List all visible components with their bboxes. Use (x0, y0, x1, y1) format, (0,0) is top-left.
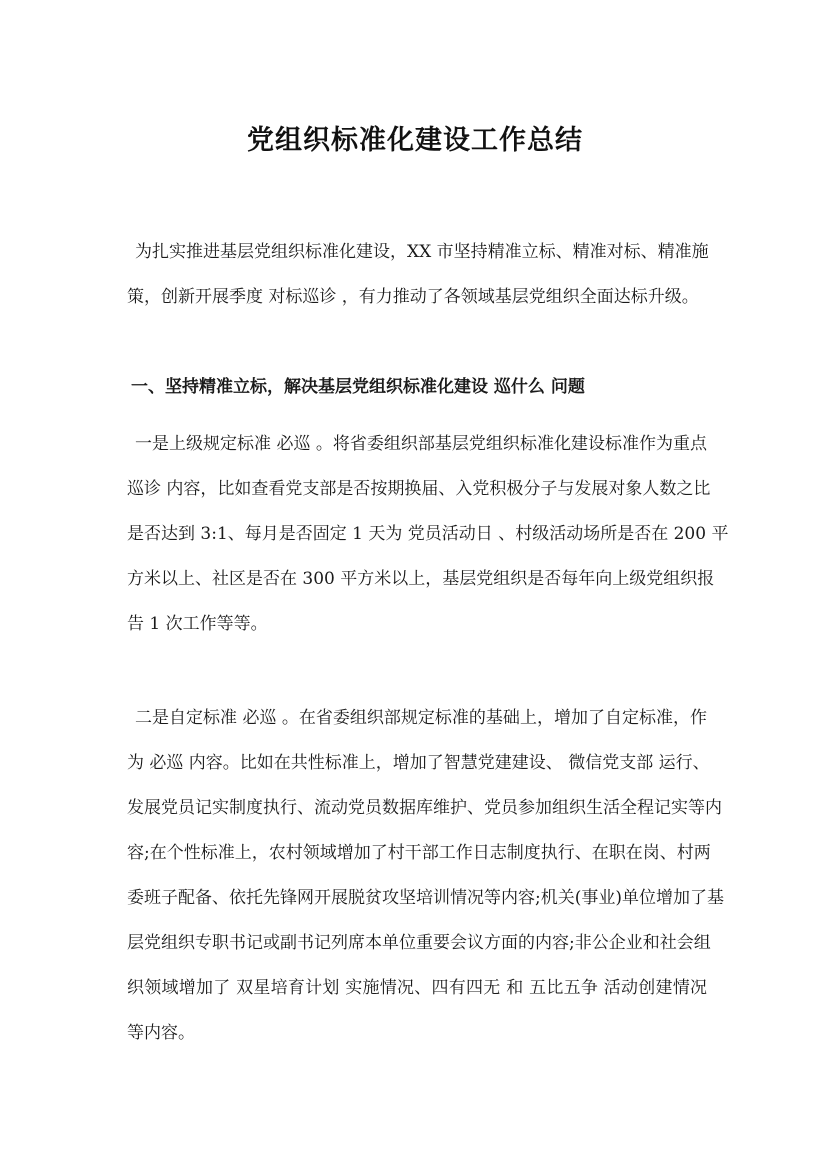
paragraph-line: 层党组织专职书记或副书记列席本单位重要会议方面的内容;非公企业和社会组 (127, 933, 711, 953)
paragraph-line: 策，创新开展季度 对标巡诊 ，有力推动了各领域基层党组织全面达标升级。 (127, 287, 699, 307)
paragraph-line: 是否达到 3:1、每月是否固定 1 天为 党员活动日 、村级活动场所是否在 200 平 (127, 524, 729, 544)
paragraph-line: 委班子配备、依托先锋网开展脱贫攻坚培训情况等内容;机关(事业)单位增加了基 (127, 888, 724, 908)
paragraph-line: 为扎实推进基层党组织标准化建设，XX 市坚持精准立标、精准对标、精准施 (135, 242, 709, 262)
paragraph-line: 巡诊 内容，比如查看党支部是否按期换届、入党积极分子与发展对象人数之比 (127, 479, 711, 499)
paragraph-line: 等内容。 (127, 1023, 195, 1043)
paragraph-line: 织领域增加了 双星培育计划 实施情况、四有四无 和 五比五争 活动创建情况 (127, 978, 707, 998)
paragraph-line: 告 1 次工作等等。 (127, 614, 268, 634)
paragraph-line: 一是上级规定标准 必巡 。将省委组织部基层党组织标准化建设标准作为重点 (135, 434, 707, 454)
paragraph-line: 容;在个性标准上，农村领域增加了村干部工作日志制度执行、在职在岗、村两 (127, 843, 711, 863)
paragraph-line: 发展党员记实制度执行、流动党员数据库维护、党员参加组织生活全程记实等内 (127, 798, 722, 818)
paragraph-line: 方米以上、社区是否在 300 平方米以上，基层党组织是否每年向上级党组织报 (127, 569, 715, 589)
section-heading: 一、坚持精准立标，解决基层党组织标准化建设 巡什么 问题 (131, 377, 585, 397)
document-title: 党组织标准化建设工作总结 (247, 125, 583, 156)
paragraph-line: 二是自定标准 必巡 。在省委组织部规定标准的基础上，增加了自定标准，作 (135, 708, 707, 728)
paragraph-line: 为 必巡 内容。比如在共性标准上，增加了智慧党建建设、 微信党支部 运行、 (127, 753, 710, 773)
